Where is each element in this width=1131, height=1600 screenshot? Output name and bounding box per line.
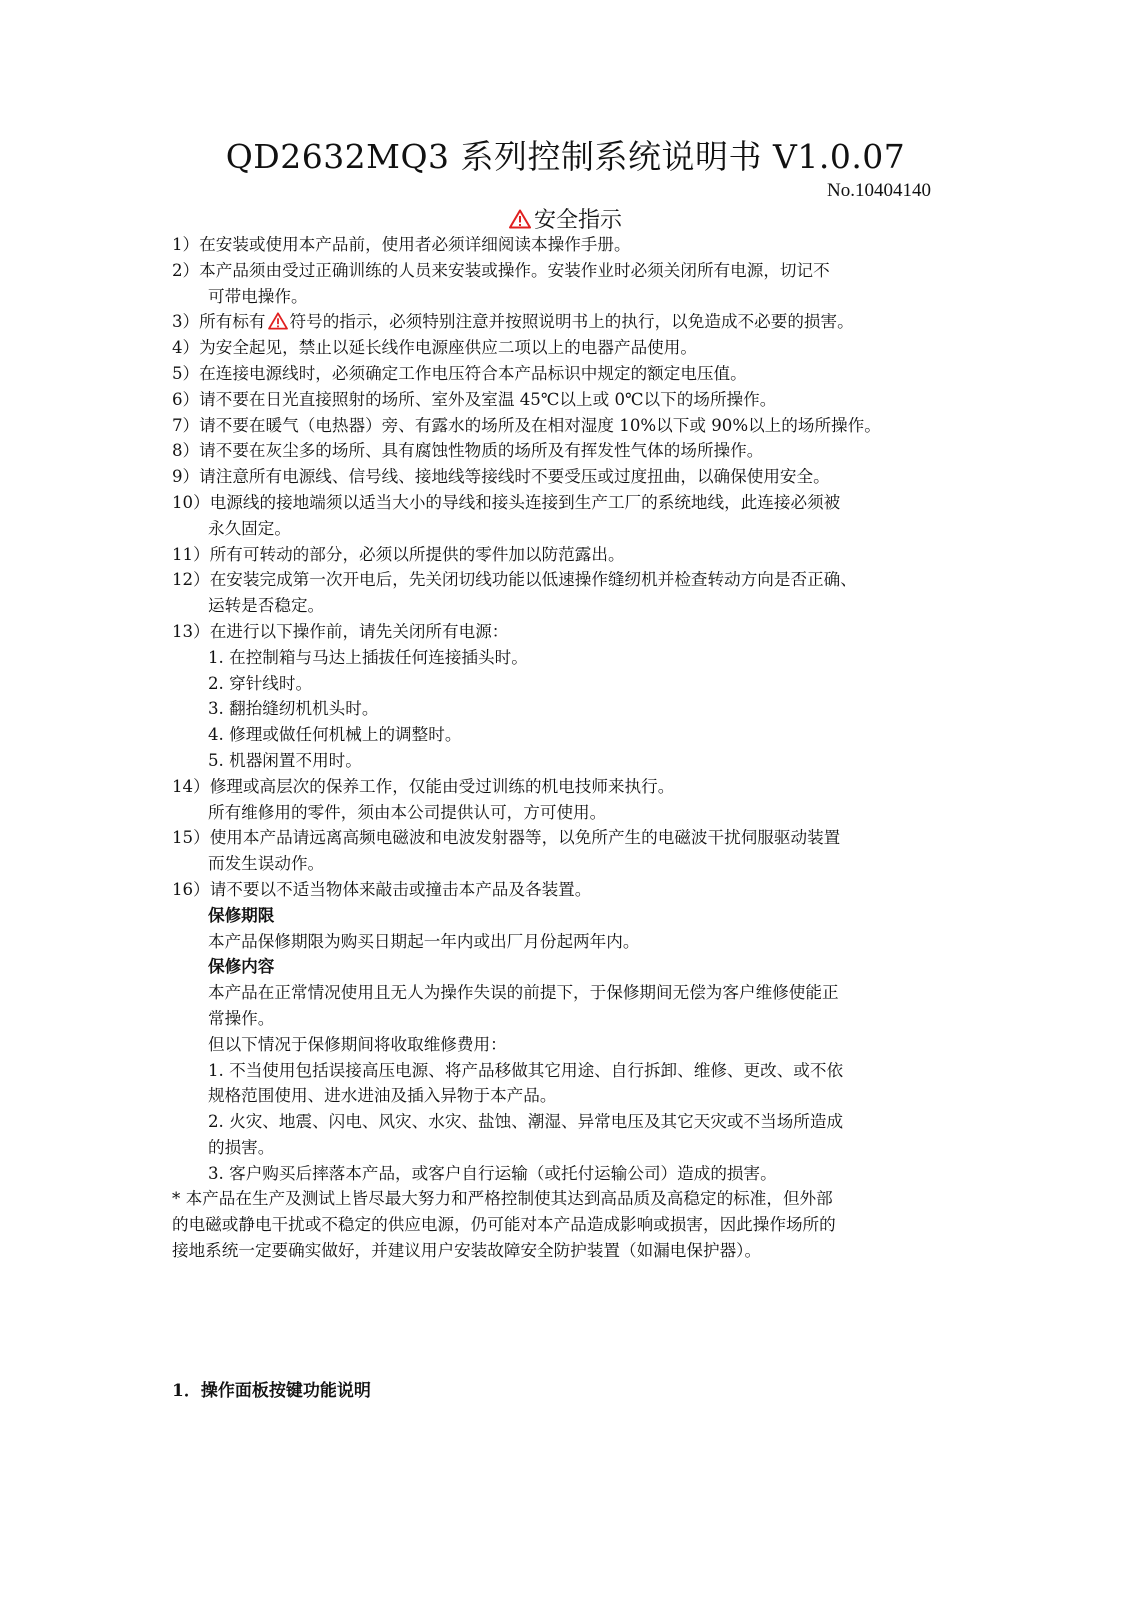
item-text: 使用本产品请远离高频电磁波和电波发射器等，以免所产生的电磁波干扰伺服驱动装置 [209, 828, 841, 848]
item-text: 所有可转动的部分，必须以所提供的零件加以防范露出。 [209, 544, 625, 564]
sub-item: 2. 穿针线时。 [208, 673, 313, 693]
warning-triangle-icon [268, 312, 288, 330]
safety-item-3 [172, 309, 970, 335]
note-line: 接地系统一定要确实做好，并建议用户安装故障安全防护装置（如漏电保护器）。 [172, 1241, 762, 1261]
safety-item-11 [172, 542, 970, 568]
item-continuation: 运转是否稳定。 [208, 596, 325, 616]
safety-item-7 [172, 413, 970, 439]
item-number: 2） [172, 260, 200, 280]
sub-item: 4. 修理或做任何机械上的调整时。 [208, 725, 462, 745]
item-number: 15） [172, 828, 210, 848]
section-heading-1: 1．操作面板按键功能说明 [172, 1381, 371, 1401]
safety-item-14 [172, 774, 970, 800]
warranty-fee-intro: 但以下情况于保修期间将收取维修费用： [208, 1034, 507, 1054]
item-text: 请不要在日光直接照射的场所、室外及室温 45℃以上或 0℃以下的场所操作。 [199, 389, 777, 409]
warranty-fee-item-1-cont: 规格范围使用、进水进油及插入异物于本产品。 [208, 1086, 557, 1106]
item-text: 在连接电源线时，必须确定工作电压符合本产品标识中规定的额定电压值。 [199, 363, 747, 383]
safety-item-15 [172, 825, 970, 851]
safety-item-4 [172, 335, 970, 361]
item-text: 请注意所有电源线、信号线、接地线等接线时不要受压或过度扭曲，以确保使用安全。 [199, 467, 830, 487]
item-number: 16） [172, 879, 210, 899]
safety-heading-text: 安全指示 [533, 208, 622, 233]
item-number: 7） [172, 415, 200, 435]
safety-item-2 [172, 258, 970, 284]
item-text: 在安装完成第一次开电后，先关闭切线功能以低速操作缝纫机并检查转动方向是否正确、 [209, 570, 857, 590]
warning-triangle-icon [509, 209, 531, 229]
item-text: 请不要以不适当物体来敲击或撞击本产品及各装置。 [209, 879, 592, 899]
item-text: 电源线的接地端须以适当大小的导线和接头连接到生产工厂的系统地线，此连接必须被 [209, 492, 841, 512]
safety-item-8 [172, 438, 970, 464]
item-text: 本产品须由受过正确训练的人员来安装或操作。安装作业时必须关闭所有电源，切记不 [199, 260, 830, 280]
warranty-fee-item-2: 2. 火灾、地震、闪电、风灾、水灾、盐蚀、潮湿、异常电压及其它天灾或不当场所造成 [208, 1112, 844, 1132]
warranty-content-heading: 保修内容 [208, 956, 275, 977]
item-number: 8） [172, 441, 200, 461]
item-number: 1） [172, 235, 200, 254]
document-number: No.10404140 [827, 180, 931, 201]
note-line: 的电磁或静电干扰或不稳定的供应电源，仍可能对本产品造成影响或损害，因此操作场所的 [172, 1215, 836, 1235]
safety-item-6 [172, 387, 970, 413]
document-title: QD2632MQ3 系列控制系统说明书 V1.0.07 [225, 137, 906, 176]
item-number: 12） [172, 570, 210, 590]
item-continuation: 所有维修用的零件，须由本公司提供认可，方可使用。 [208, 802, 607, 822]
item-text: 在安装或使用本产品前，使用者必须详细阅读本操作手册。 [199, 235, 631, 254]
item-number: 10） [172, 492, 210, 512]
sub-item: 1. 在控制箱与马达上插拔任何连接插头时。 [208, 647, 528, 667]
item-text: 修理或高层次的保养工作，仅能由受过训练的机电技师来执行。 [209, 776, 675, 796]
item-number: 6） [172, 389, 200, 409]
safety-list [172, 232, 970, 1264]
sub-item: 3. 翻抬缝纫机机头时。 [208, 699, 379, 719]
safety-item-9 [172, 464, 970, 490]
item-number: 11） [172, 544, 210, 564]
warranty-fee-item-1: 1. 不当使用包括误接高压电源、将产品移做其它用途、自行拆卸、维修、更改、或不依 [208, 1060, 844, 1080]
safety-item-5 [172, 361, 970, 387]
item-text: 请不要在暖气（电热器）旁、有露水的场所及在相对湿度 10%以下或 90%以上的场所操作。 [199, 415, 881, 435]
item-text: 请不要在灰尘多的场所、具有腐蚀性物质的场所及有挥发性气体的场所操作。 [199, 441, 764, 461]
item-text: 为安全起见，禁止以延长线作电源座供应二项以上的电器产品使用。 [199, 338, 697, 358]
warranty-period-text: 本产品保修期限为购买日期起一年内或出厂月份起两年内。 [208, 931, 640, 951]
warranty-content-text: 本产品在正常情况使用且无人为操作失误的前提下，于保修期间无偿为客户维修使能正 [208, 983, 839, 1003]
item-number: 14） [172, 776, 210, 796]
item-number: 4） [172, 338, 200, 358]
safety-item-16 [172, 877, 970, 903]
warranty-period-heading: 保修期限 [208, 904, 275, 925]
warranty-fee-item-2-cont: 的损害。 [208, 1137, 275, 1157]
item-number: 13） [172, 621, 210, 641]
item-text [199, 309, 970, 335]
item-text-pre: 所有标有 [199, 312, 266, 332]
safety-item-12 [172, 567, 970, 593]
note-line: * 本产品在生产及测试上皆尽最大努力和严格控制使其达到高品质及高稳定的标准，但外部 [172, 1189, 833, 1209]
safety-item-1 [172, 232, 970, 258]
item-number: 3） [172, 312, 200, 332]
warranty-fee-item-3: 3. 客户购买后摔落本产品，或客户自行运输（或托付运输公司）造成的损害。 [208, 1163, 777, 1183]
sub-item: 5. 机器闲置不用时。 [208, 750, 362, 770]
safety-item-10 [172, 490, 970, 516]
item-continuation: 永久固定。 [208, 518, 291, 538]
item-continuation: 可带电操作。 [208, 286, 308, 306]
disclaimer-note [172, 1186, 970, 1263]
warranty-content-text: 常操作。 [208, 1008, 275, 1028]
item-text-post: 符号的指示，必须特别注意并按照说明书上的执行，以免造成不必要的损害。 [289, 312, 854, 332]
item-text: 在进行以下操作前，请先关闭所有电源： [209, 621, 509, 641]
item-continuation: 而发生误动作。 [208, 854, 325, 874]
item-number: 5） [172, 363, 200, 383]
item-number: 9） [172, 467, 200, 487]
safety-item-13 [172, 619, 970, 645]
